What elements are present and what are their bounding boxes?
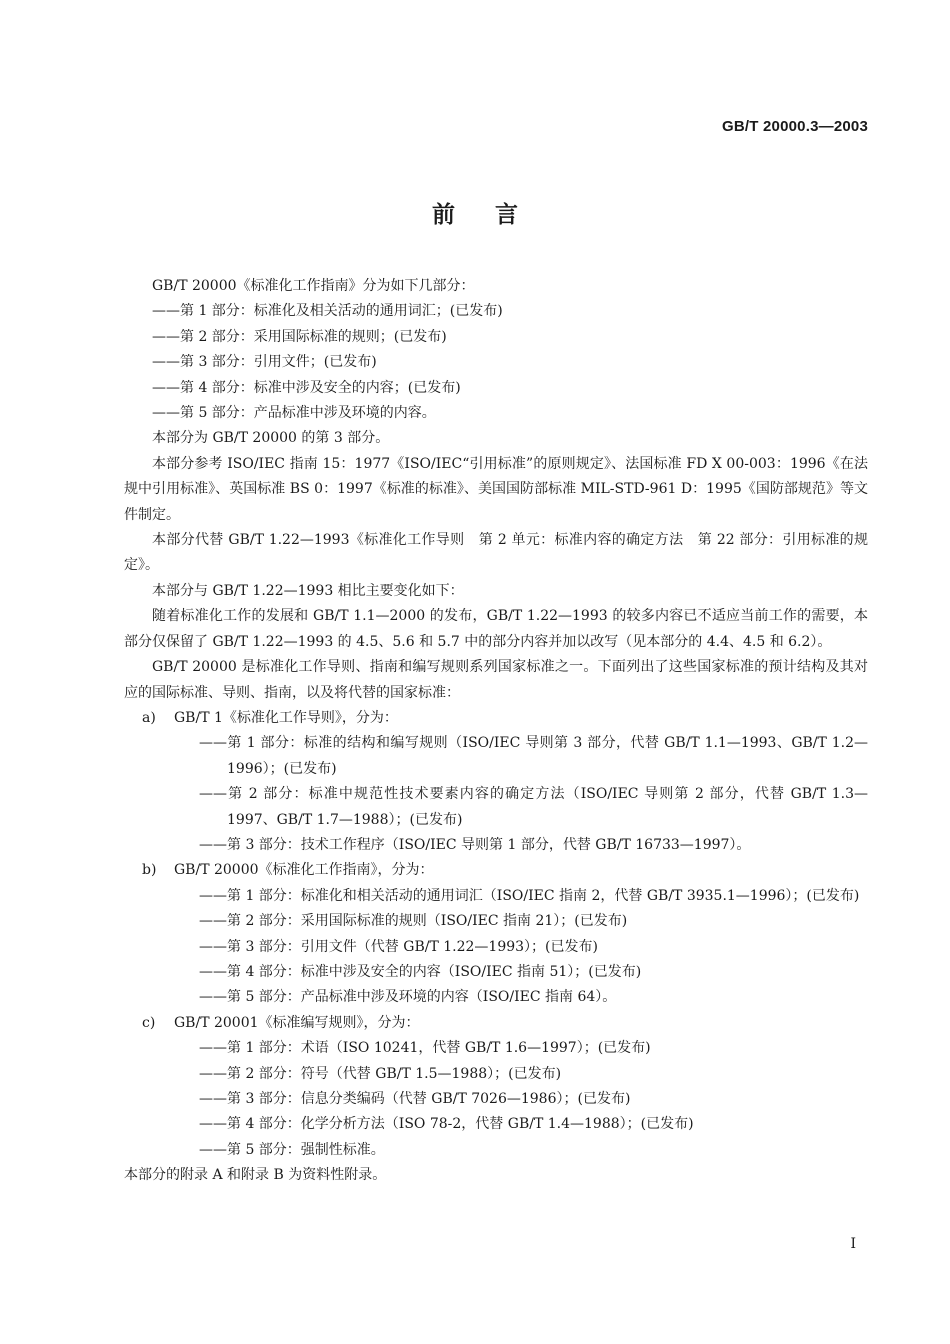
paragraph-changes: 随着标准化工作的发展和 GB/T 1.1—2000 的发布，GB/T 1.22—1993 的较多内容已不适应当前工作的需要，本部分仅保留了 GB/T 1.22—1993 的 4.5、5.6 和 5.7 中的部分内容并加以改写（见本部分的 4.4、4.5 和 6.2）。 [124, 608, 868, 650]
list-item: ——第 1 部分：标准的结构和编写规则（ISO/IEC 导则第 3 部分，代替 GB/T 1.1—1993、GB/T 1.2—1996）；(已发布) [199, 735, 868, 777]
intro-part: ——第 5 部分：产品标准中涉及环境的内容。 [152, 405, 436, 422]
list-head-text: GB/T 20000《标准化工作指南》，分为： [174, 862, 434, 879]
intro-part: ——第 2 部分：采用国际标准的规则；(已发布) [152, 328, 447, 345]
closing-note: 本部分的附录 A 和附录 B 为资料性附录。 [124, 1167, 387, 1184]
list-item: ——第 2 部分：标准中规范性技术要素内容的确定方法（ISO/IEC 导则第 2 部分，代替 GB/T 1.3—1997、GB/T 1.7—1988）；(已发布) [199, 786, 868, 828]
list-marker: b) [142, 862, 157, 879]
paragraph-part-number: 本部分为 GB/T 20000 的第 3 部分。 [152, 430, 390, 447]
list-head-text: GB/T 1《标准化工作导则》，分为： [174, 709, 398, 726]
paragraph-changes-lead: 本部分与 GB/T 1.22—1993 相比主要变化如下： [152, 582, 464, 599]
list-head-text: GB/T 20001《标准编写规则》，分为： [174, 1014, 420, 1031]
intro-part: ——第 1 部分：标准化及相关活动的通用词汇；(已发布) [152, 303, 503, 320]
paragraph-replaces: 本部分代替 GB/T 1.22—1993《标准化工作导则 第 2 单元：标准内容的确定方法 第 22 部分：引用标准的规定》。 [124, 532, 868, 574]
list-item: ——第 3 部分：信息分类编码（代替 GB/T 7026—1986）；(已发布) [199, 1091, 631, 1107]
paragraph-series: GB/T 20000 是标准化工作导则、指南和编写规则系列国家标准之一。下面列出了这些国家标准的预计结构及其对应的国际标准、导则、指南，以及将代替的国家标准： [124, 659, 868, 701]
list-item: ——第 5 部分：强制性标准。 [199, 1141, 385, 1158]
page-number: I [850, 1236, 856, 1252]
list-item: ——第 1 部分：术语（ISO 10241，代替 GB/T 1.6—1997）；(已发布) [199, 1040, 651, 1057]
list-item: ——第 2 部分：符号（代替 GB/T 1.5—1988）；(已发布) [199, 1065, 562, 1082]
document-body [124, 274, 868, 1189]
list-marker: a) [142, 709, 156, 726]
paragraph-references: 本部分参考 ISO/IEC 指南 15：1977《ISO/IEC“引用标准”的原则规定》、法国标准 FD X 00-003：1996《在法规中引用标准》、英国标准 BS 0：1997《标准的标准》、美国国防部标准 MIL-STD-961 D：1995《国防部规范》等文件制定。 [124, 455, 868, 523]
intro-part: ——第 4 部分：标准中涉及安全的内容；(已发布) [152, 379, 461, 396]
page-title: 前言 [432, 202, 558, 228]
intro-part: ——第 3 部分：引用文件；(已发布) [152, 354, 377, 371]
list-item: ——第 4 部分：化学分析方法（ISO 78-2，代替 GB/T 1.4—1988）；(已发布) [199, 1116, 694, 1133]
list-c-head [124, 1011, 868, 1036]
list-a-head [124, 706, 868, 731]
list-item: ——第 2 部分：采用国际标准的规则（ISO/IEC 指南 21）；(已发布) [199, 913, 628, 930]
list-item: ——第 3 部分：引用文件（代替 GB/T 1.22—1993）；(已发布) [199, 938, 598, 955]
list-item: ——第 4 部分：标准中涉及安全的内容（ISO/IEC 指南 51）；(已发布) [199, 963, 642, 980]
standard-code: GB/T 20000.3—2003 [722, 118, 868, 135]
list-item: ——第 1 部分：标准化和相关活动的通用词汇（ISO/IEC 指南 2，代替 GB/T 3935.1—1996）；(已发布) [199, 887, 860, 904]
list-item: ——第 5 部分：产品标准中涉及环境的内容（ISO/IEC 指南 64）。 [199, 989, 617, 1006]
intro-lead: GB/T 20000《标准化工作指南》分为如下几部分： [152, 278, 475, 294]
list-marker: c) [142, 1014, 156, 1031]
list-b-head [124, 858, 868, 883]
list-item: ——第 3 部分：技术工作程序（ISO/IEC 导则第 1 部分，代替 GB/T 16733—1997）。 [199, 836, 751, 853]
